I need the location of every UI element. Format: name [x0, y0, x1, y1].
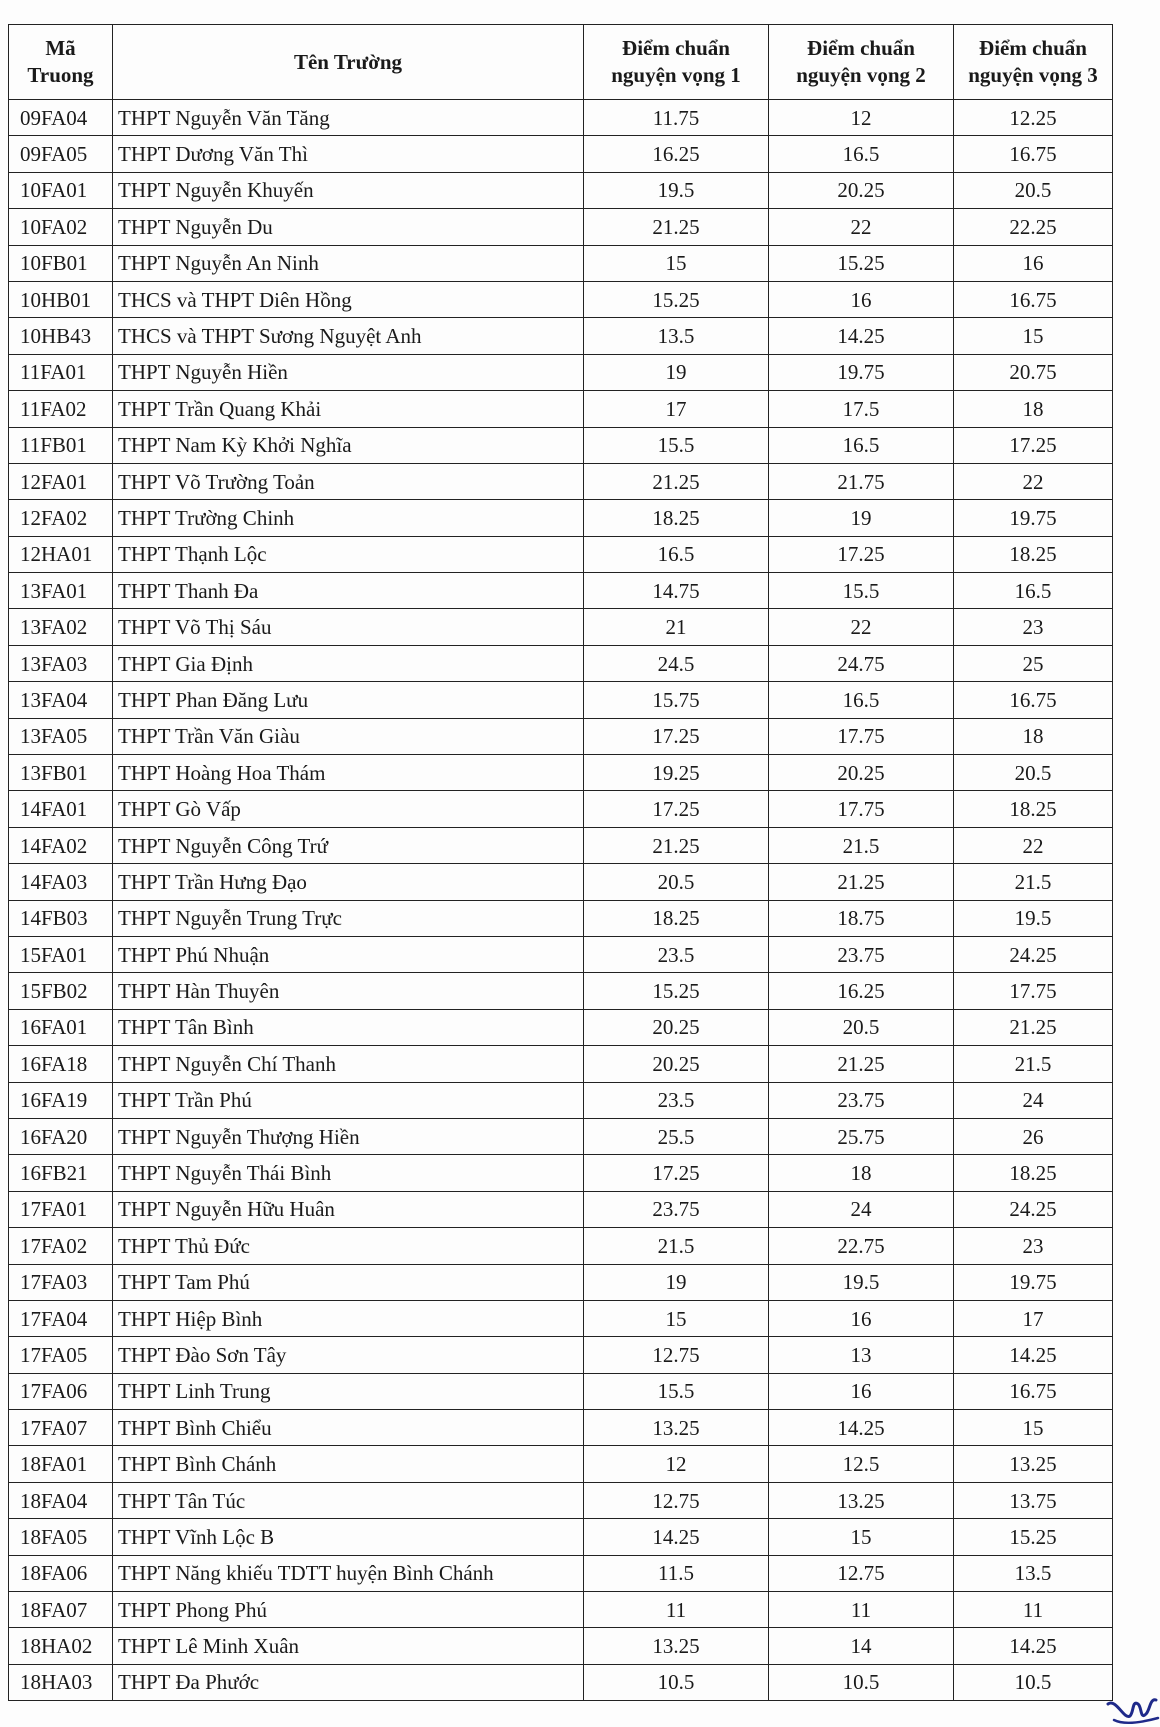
score-choice-2-cell: 16 — [769, 1373, 954, 1409]
school-code-cell: 13FA02 — [9, 609, 113, 645]
school-name-cell: THPT Phú Nhuận — [113, 936, 584, 972]
score-choice-2-cell: 16 — [769, 1300, 954, 1336]
school-name-cell: THPT Linh Trung — [113, 1373, 584, 1409]
table-row — [9, 1228, 1113, 1264]
score-choice-3-cell: 14.25 — [954, 1628, 1113, 1664]
school-code-cell: 10FB01 — [9, 245, 113, 281]
school-name-cell: THPT Đa Phước — [113, 1664, 584, 1700]
school-code-cell: 15FB02 — [9, 973, 113, 1009]
school-code-cell: 14FB03 — [9, 900, 113, 936]
score-choice-2-cell: 20.25 — [769, 172, 954, 208]
school-name-cell: THPT Nguyễn Công Trứ — [113, 827, 584, 863]
school-name-cell: THCS và THPT Sương Nguyệt Anh — [113, 318, 584, 354]
school-name-cell: THPT Đào Sơn Tây — [113, 1337, 584, 1373]
score-choice-1-cell: 19.5 — [584, 172, 769, 208]
score-choice-3-cell: 21.25 — [954, 1009, 1113, 1045]
school-code-cell: 18FA05 — [9, 1519, 113, 1555]
table-row — [9, 281, 1113, 317]
score-choice-3-cell: 19.5 — [954, 900, 1113, 936]
school-name-cell: THPT Gò Vấp — [113, 791, 584, 827]
school-code-cell: 10FA02 — [9, 209, 113, 245]
table-row — [9, 791, 1113, 827]
score-choice-1-cell: 19 — [584, 354, 769, 390]
score-choice-2-cell: 18.75 — [769, 900, 954, 936]
score-choice-3-cell: 19.75 — [954, 1264, 1113, 1300]
table-row — [9, 1118, 1113, 1154]
school-code-cell: 17FA03 — [9, 1264, 113, 1300]
score-choice-2-cell: 17.25 — [769, 536, 954, 572]
score-choice-1-cell: 16.5 — [584, 536, 769, 572]
school-code-cell: 13FB01 — [9, 755, 113, 791]
score-choice-2-cell: 18 — [769, 1155, 954, 1191]
school-name-cell: THPT Thủ Đức — [113, 1228, 584, 1264]
score-choice-2-cell: 14.25 — [769, 1410, 954, 1446]
score-choice-1-cell: 25.5 — [584, 1118, 769, 1154]
school-code-cell: 17FA04 — [9, 1300, 113, 1336]
school-code-cell: 18FA07 — [9, 1592, 113, 1628]
school-code-cell: 14FA01 — [9, 791, 113, 827]
score-choice-1-cell: 23.5 — [584, 1082, 769, 1118]
school-name-cell: THPT Dương Văn Thì — [113, 136, 584, 172]
score-choice-3-cell: 11 — [954, 1592, 1113, 1628]
score-choice-3-cell: 23 — [954, 1228, 1113, 1264]
school-name-cell: THPT Thạnh Lộc — [113, 536, 584, 572]
table-row — [9, 718, 1113, 754]
school-code-cell: 15FA01 — [9, 936, 113, 972]
score-choice-3-cell: 22.25 — [954, 209, 1113, 245]
school-name-cell: THPT Nguyễn Khuyến — [113, 172, 584, 208]
header-score-choice-1 — [584, 25, 769, 100]
school-code-cell: 13FA03 — [9, 645, 113, 681]
table-row — [9, 609, 1113, 645]
score-choice-3-cell: 24 — [954, 1082, 1113, 1118]
score-choice-1-cell: 24.5 — [584, 645, 769, 681]
school-code-cell: 16FB21 — [9, 1155, 113, 1191]
school-name-cell: THPT Vĩnh Lộc B — [113, 1519, 584, 1555]
table-row — [9, 936, 1113, 972]
score-choice-3-cell: 13.5 — [954, 1555, 1113, 1591]
school-code-cell: 11FA02 — [9, 391, 113, 427]
table-row — [9, 573, 1113, 609]
score-choice-2-cell: 15 — [769, 1519, 954, 1555]
score-choice-3-cell: 19.75 — [954, 500, 1113, 536]
score-choice-1-cell: 15.5 — [584, 1373, 769, 1409]
table-row — [9, 1592, 1113, 1628]
score-choice-3-cell: 24.25 — [954, 1191, 1113, 1227]
score-choice-2-cell: 23.75 — [769, 936, 954, 972]
score-choice-2-cell: 22.75 — [769, 1228, 954, 1264]
school-name-cell: THPT Phan Đăng Lưu — [113, 682, 584, 718]
school-name-cell: THPT Võ Trường Toản — [113, 463, 584, 499]
score-choice-3-cell: 12.25 — [954, 100, 1113, 136]
school-name-cell: THPT Nguyễn Hiền — [113, 354, 584, 390]
score-choice-2-cell: 24 — [769, 1191, 954, 1227]
score-choice-1-cell: 23.5 — [584, 936, 769, 972]
school-code-cell: 09FA04 — [9, 100, 113, 136]
school-code-cell: 17FA06 — [9, 1373, 113, 1409]
score-choice-1-cell: 13.25 — [584, 1628, 769, 1664]
school-code-cell: 17FA02 — [9, 1228, 113, 1264]
header-s2-line1: Điểm chuẩn — [807, 36, 915, 60]
score-choice-2-cell: 17.5 — [769, 391, 954, 427]
table-row — [9, 864, 1113, 900]
school-name-cell: THPT Hàn Thuyên — [113, 973, 584, 1009]
table-row — [9, 1519, 1113, 1555]
school-code-cell: 17FA05 — [9, 1337, 113, 1373]
table-row — [9, 463, 1113, 499]
school-code-cell: 12FA02 — [9, 500, 113, 536]
score-choice-3-cell: 18.25 — [954, 1155, 1113, 1191]
table-row — [9, 1264, 1113, 1300]
score-choice-1-cell: 21.25 — [584, 209, 769, 245]
school-name-cell: THPT Nguyễn Thái Bình — [113, 1155, 584, 1191]
score-choice-1-cell: 19.25 — [584, 755, 769, 791]
table-body — [9, 100, 1113, 1701]
score-choice-2-cell: 15.25 — [769, 245, 954, 281]
score-choice-1-cell: 12 — [584, 1446, 769, 1482]
signature-mark-icon — [1106, 1690, 1160, 1727]
school-code-cell: 18FA06 — [9, 1555, 113, 1591]
school-code-cell: 16FA19 — [9, 1082, 113, 1118]
school-code-cell: 16FA01 — [9, 1009, 113, 1045]
score-choice-1-cell: 15.25 — [584, 281, 769, 317]
school-code-cell: 18FA04 — [9, 1482, 113, 1518]
score-choice-2-cell: 17.75 — [769, 718, 954, 754]
table-row — [9, 100, 1113, 136]
table-row — [9, 1009, 1113, 1045]
school-name-cell: THPT Nguyễn Thượng Hiền — [113, 1118, 584, 1154]
table-row — [9, 1300, 1113, 1336]
school-name-cell: THPT Hiệp Bình — [113, 1300, 584, 1336]
school-code-cell: 12HA01 — [9, 536, 113, 572]
score-choice-2-cell: 21.75 — [769, 463, 954, 499]
header-s1-line1: Điểm chuẩn — [622, 36, 730, 60]
header-s1-line2: nguyện vọng 1 — [611, 63, 741, 87]
score-choice-3-cell: 13.25 — [954, 1446, 1113, 1482]
score-choice-2-cell: 15.5 — [769, 573, 954, 609]
score-choice-1-cell: 15 — [584, 245, 769, 281]
score-choice-2-cell: 13 — [769, 1337, 954, 1373]
score-choice-1-cell: 20.25 — [584, 1046, 769, 1082]
score-choice-3-cell: 25 — [954, 645, 1113, 681]
school-code-cell: 18FA01 — [9, 1446, 113, 1482]
header-school-code — [9, 25, 113, 100]
table-row — [9, 391, 1113, 427]
table-row — [9, 1082, 1113, 1118]
table-row — [9, 973, 1113, 1009]
table-row — [9, 1664, 1113, 1700]
school-code-cell: 17FA01 — [9, 1191, 113, 1227]
school-name-cell: THPT Trần Văn Giàu — [113, 718, 584, 754]
score-choice-1-cell: 15.5 — [584, 427, 769, 463]
table-row — [9, 755, 1113, 791]
table-header — [9, 25, 1113, 100]
score-choice-1-cell: 20.5 — [584, 864, 769, 900]
school-code-cell: 11FB01 — [9, 427, 113, 463]
school-name-cell: THPT Tam Phú — [113, 1264, 584, 1300]
score-choice-3-cell: 18 — [954, 718, 1113, 754]
score-choice-2-cell: 14 — [769, 1628, 954, 1664]
score-choice-3-cell: 15.25 — [954, 1519, 1113, 1555]
score-choice-3-cell: 17 — [954, 1300, 1113, 1336]
score-choice-1-cell: 20.25 — [584, 1009, 769, 1045]
school-name-cell: THPT Nguyễn Trung Trực — [113, 900, 584, 936]
score-choice-3-cell: 22 — [954, 827, 1113, 863]
table-row — [9, 1482, 1113, 1518]
score-choice-3-cell: 14.25 — [954, 1337, 1113, 1373]
score-choice-1-cell: 15.75 — [584, 682, 769, 718]
school-name-cell: THPT Nam Kỳ Khởi Nghĩa — [113, 427, 584, 463]
score-choice-1-cell: 16.25 — [584, 136, 769, 172]
table-row — [9, 427, 1113, 463]
table-row — [9, 136, 1113, 172]
score-choice-3-cell: 10.5 — [954, 1664, 1113, 1700]
score-choice-2-cell: 23.75 — [769, 1082, 954, 1118]
score-choice-2-cell: 22 — [769, 609, 954, 645]
header-s3-line2: nguyện vọng 3 — [968, 63, 1098, 87]
score-choice-2-cell: 24.75 — [769, 645, 954, 681]
school-code-cell: 12FA01 — [9, 463, 113, 499]
score-choice-3-cell: 18.25 — [954, 536, 1113, 572]
score-choice-1-cell: 11 — [584, 1592, 769, 1628]
school-name-cell: THPT Nguyễn Văn Tăng — [113, 100, 584, 136]
score-choice-3-cell: 18 — [954, 391, 1113, 427]
score-choice-2-cell: 19.75 — [769, 354, 954, 390]
school-code-cell: 16FA20 — [9, 1118, 113, 1154]
score-choice-3-cell: 18.25 — [954, 791, 1113, 827]
score-choice-3-cell: 16 — [954, 245, 1113, 281]
table-row — [9, 1337, 1113, 1373]
admission-scores-table — [8, 24, 1113, 1701]
header-row — [9, 25, 1113, 100]
school-name-cell: THPT Tân Bình — [113, 1009, 584, 1045]
score-choice-2-cell: 21.25 — [769, 1046, 954, 1082]
score-choice-1-cell: 10.5 — [584, 1664, 769, 1700]
school-name-cell: THPT Lê Minh Xuân — [113, 1628, 584, 1664]
table-row — [9, 500, 1113, 536]
score-choice-2-cell: 20.25 — [769, 755, 954, 791]
score-choice-2-cell: 16.5 — [769, 682, 954, 718]
school-code-cell: 13FA04 — [9, 682, 113, 718]
score-choice-2-cell: 11 — [769, 1592, 954, 1628]
school-code-cell: 09FA05 — [9, 136, 113, 172]
score-choice-2-cell: 12 — [769, 100, 954, 136]
school-name-cell: THPT Nguyễn Chí Thanh — [113, 1046, 584, 1082]
table-row — [9, 1446, 1113, 1482]
score-choice-3-cell: 13.75 — [954, 1482, 1113, 1518]
score-choice-1-cell: 17.25 — [584, 1155, 769, 1191]
score-choice-1-cell: 23.75 — [584, 1191, 769, 1227]
score-choice-2-cell: 21.25 — [769, 864, 954, 900]
score-choice-3-cell: 21.5 — [954, 864, 1113, 900]
score-choice-1-cell: 14.75 — [584, 573, 769, 609]
score-choice-2-cell: 14.25 — [769, 318, 954, 354]
score-choice-3-cell: 15 — [954, 318, 1113, 354]
score-choice-2-cell: 16.5 — [769, 427, 954, 463]
table-row — [9, 354, 1113, 390]
score-choice-1-cell: 21.5 — [584, 1228, 769, 1264]
score-choice-1-cell: 18.25 — [584, 900, 769, 936]
table-row — [9, 536, 1113, 572]
school-name-cell: THPT Trường Chinh — [113, 500, 584, 536]
score-choice-1-cell: 17.25 — [584, 791, 769, 827]
school-name-cell: THPT Nguyễn Du — [113, 209, 584, 245]
school-name-cell: THPT Trần Hưng Đạo — [113, 864, 584, 900]
score-choice-2-cell: 10.5 — [769, 1664, 954, 1700]
score-choice-1-cell: 11.75 — [584, 100, 769, 136]
school-code-cell: 17FA07 — [9, 1410, 113, 1446]
score-choice-3-cell: 24.25 — [954, 936, 1113, 972]
score-choice-3-cell: 16.75 — [954, 682, 1113, 718]
score-choice-2-cell: 19 — [769, 500, 954, 536]
table-row — [9, 827, 1113, 863]
table-row — [9, 1628, 1113, 1664]
table-row — [9, 209, 1113, 245]
table-row — [9, 1373, 1113, 1409]
score-choice-1-cell: 12.75 — [584, 1482, 769, 1518]
school-name-cell: THPT Năng khiếu TDTT huyện Bình Chánh — [113, 1555, 584, 1591]
score-choice-1-cell: 15.25 — [584, 973, 769, 1009]
school-code-cell: 10HB43 — [9, 318, 113, 354]
table-row — [9, 645, 1113, 681]
school-code-cell: 13FA01 — [9, 573, 113, 609]
score-choice-3-cell: 17.75 — [954, 973, 1113, 1009]
table-row — [9, 1046, 1113, 1082]
score-choice-1-cell: 17.25 — [584, 718, 769, 754]
header-s2-line2: nguyện vọng 2 — [796, 63, 926, 87]
score-choice-2-cell: 13.25 — [769, 1482, 954, 1518]
score-choice-3-cell: 26 — [954, 1118, 1113, 1154]
school-code-cell: 14FA03 — [9, 864, 113, 900]
table-row — [9, 318, 1113, 354]
header-score-choice-2 — [769, 25, 954, 100]
score-choice-2-cell: 21.5 — [769, 827, 954, 863]
score-choice-1-cell: 17 — [584, 391, 769, 427]
school-code-cell: 13FA05 — [9, 718, 113, 754]
school-name-cell: THPT Bình Chiểu — [113, 1410, 584, 1446]
score-choice-1-cell: 21.25 — [584, 463, 769, 499]
header-code-line2: Truong — [27, 63, 94, 87]
school-name-cell: THPT Phong Phú — [113, 1592, 584, 1628]
header-s3-line1: Điểm chuẩn — [979, 36, 1087, 60]
table-row — [9, 245, 1113, 281]
school-code-cell: 14FA02 — [9, 827, 113, 863]
score-choice-3-cell: 15 — [954, 1410, 1113, 1446]
school-code-cell: 10HB01 — [9, 281, 113, 317]
score-choice-2-cell: 22 — [769, 209, 954, 245]
score-choice-1-cell: 11.5 — [584, 1555, 769, 1591]
school-name-cell: THPT Thanh Đa — [113, 573, 584, 609]
table-row — [9, 1410, 1113, 1446]
table-row — [9, 1191, 1113, 1227]
table-row — [9, 172, 1113, 208]
score-choice-3-cell: 20.5 — [954, 172, 1113, 208]
school-name-cell: THPT Tân Túc — [113, 1482, 584, 1518]
score-choice-2-cell: 17.75 — [769, 791, 954, 827]
score-choice-1-cell: 21 — [584, 609, 769, 645]
score-choice-3-cell: 17.25 — [954, 427, 1113, 463]
score-choice-1-cell: 18.25 — [584, 500, 769, 536]
school-name-cell: THPT Võ Thị Sáu — [113, 609, 584, 645]
school-name-cell: THPT Hoàng Hoa Thám — [113, 755, 584, 791]
score-choice-2-cell: 16.5 — [769, 136, 954, 172]
header-score-choice-3 — [954, 25, 1113, 100]
score-choice-2-cell: 25.75 — [769, 1118, 954, 1154]
header-school-name: Tên Trường — [113, 25, 584, 100]
score-choice-1-cell: 13.5 — [584, 318, 769, 354]
score-choice-3-cell: 16.75 — [954, 281, 1113, 317]
score-choice-2-cell: 12.75 — [769, 1555, 954, 1591]
score-choice-2-cell: 19.5 — [769, 1264, 954, 1300]
score-choice-1-cell: 13.25 — [584, 1410, 769, 1446]
score-choice-3-cell: 20.75 — [954, 354, 1113, 390]
school-name-cell: THPT Gia Định — [113, 645, 584, 681]
score-choice-1-cell: 12.75 — [584, 1337, 769, 1373]
score-choice-2-cell: 16.25 — [769, 973, 954, 1009]
school-code-cell: 18HA03 — [9, 1664, 113, 1700]
school-code-cell: 16FA18 — [9, 1046, 113, 1082]
score-choice-1-cell: 15 — [584, 1300, 769, 1336]
table-row — [9, 682, 1113, 718]
school-name-cell: THPT Nguyễn Hữu Huân — [113, 1191, 584, 1227]
school-name-cell: THPT Nguyễn An Ninh — [113, 245, 584, 281]
score-choice-3-cell: 21.5 — [954, 1046, 1113, 1082]
table-row — [9, 1155, 1113, 1191]
table-row — [9, 900, 1113, 936]
score-choice-3-cell: 20.5 — [954, 755, 1113, 791]
header-code-line1: Mã — [45, 36, 76, 60]
school-name-cell: THPT Trần Phú — [113, 1082, 584, 1118]
score-choice-2-cell: 12.5 — [769, 1446, 954, 1482]
score-choice-3-cell: 22 — [954, 463, 1113, 499]
school-code-cell: 10FA01 — [9, 172, 113, 208]
score-choice-3-cell: 23 — [954, 609, 1113, 645]
score-choice-3-cell: 16.5 — [954, 573, 1113, 609]
score-choice-3-cell: 16.75 — [954, 136, 1113, 172]
score-choice-1-cell: 19 — [584, 1264, 769, 1300]
table-row — [9, 1555, 1113, 1591]
score-choice-2-cell: 20.5 — [769, 1009, 954, 1045]
score-choice-1-cell: 21.25 — [584, 827, 769, 863]
school-code-cell: 11FA01 — [9, 354, 113, 390]
score-choice-1-cell: 14.25 — [584, 1519, 769, 1555]
school-name-cell: THPT Bình Chánh — [113, 1446, 584, 1482]
score-choice-3-cell: 16.75 — [954, 1373, 1113, 1409]
school-code-cell: 18HA02 — [9, 1628, 113, 1664]
school-name-cell: THPT Trần Quang Khải — [113, 391, 584, 427]
school-name-cell: THCS và THPT Diên Hồng — [113, 281, 584, 317]
score-choice-2-cell: 16 — [769, 281, 954, 317]
